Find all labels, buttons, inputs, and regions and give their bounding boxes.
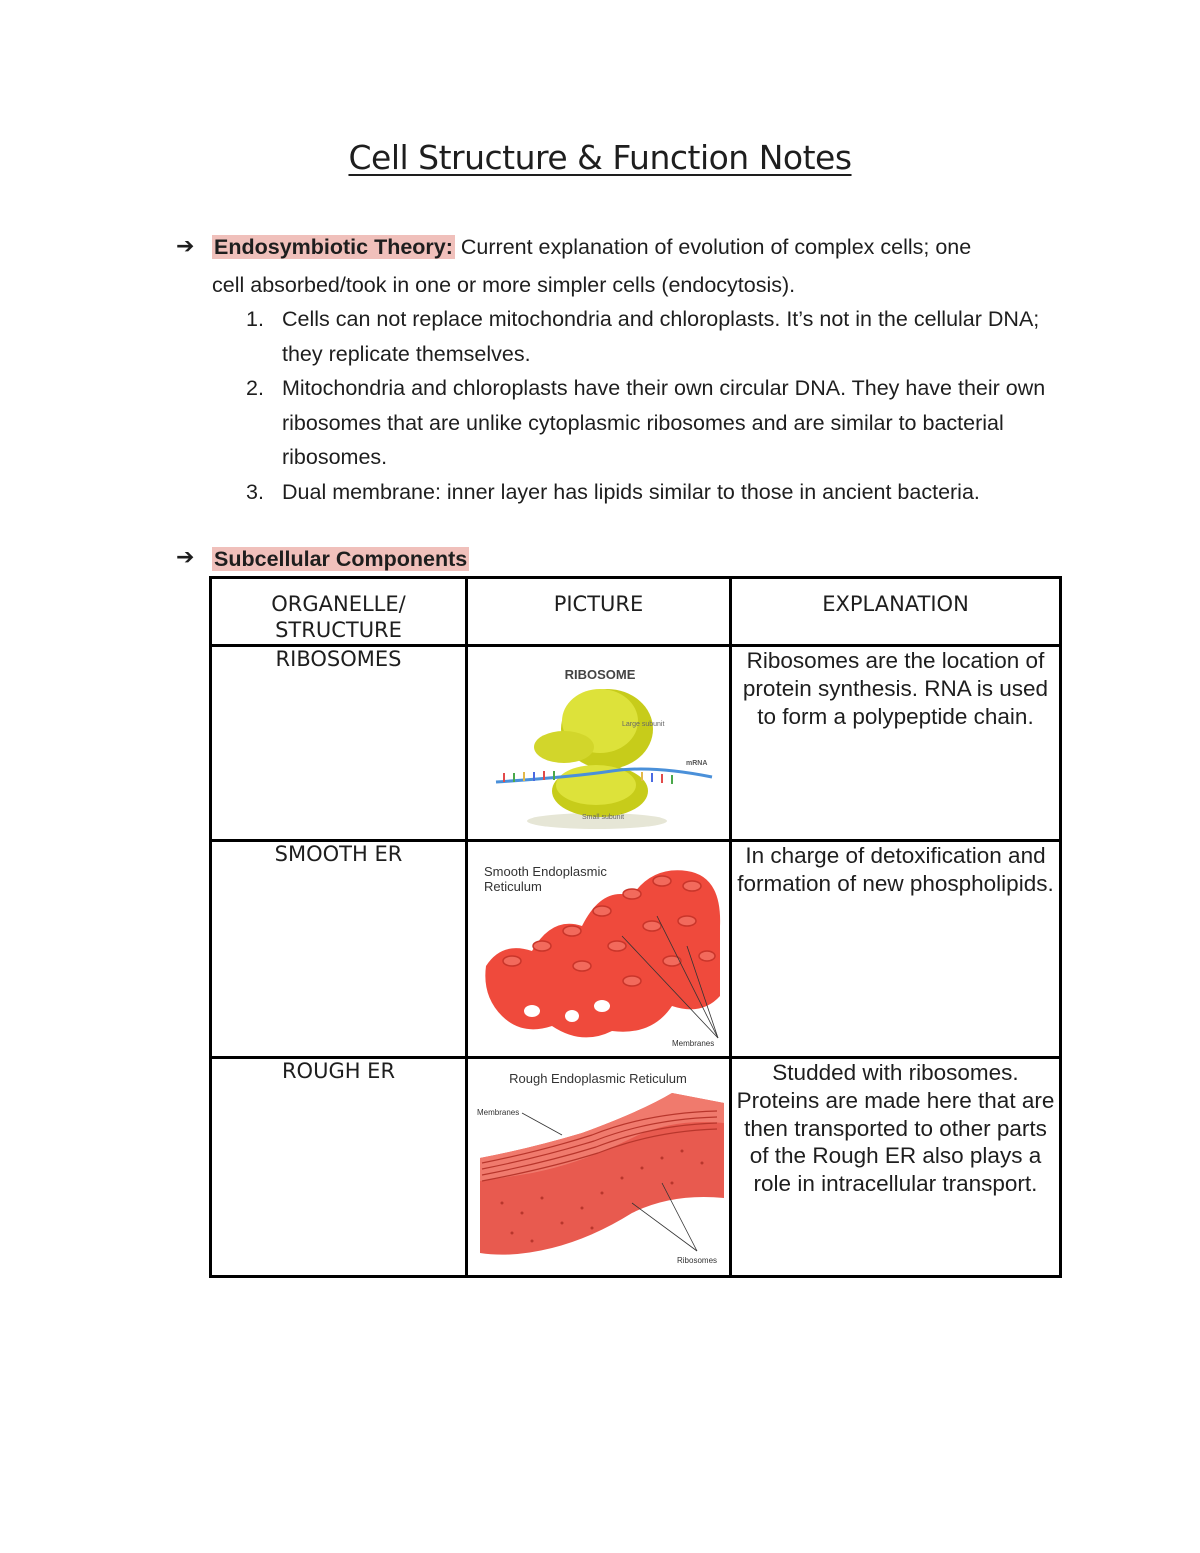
smooth-er-figure-title-1: Smooth Endoplasmic: [484, 864, 607, 879]
endosymbiotic-points: [240, 302, 1080, 509]
mrna-label: mRNA: [686, 760, 708, 767]
arrow-bullet-icon: ➔: [176, 545, 195, 570]
small-subunit-label: Small subunit: [582, 814, 625, 821]
membranes-label: Membranes: [672, 1039, 715, 1048]
table-row: [211, 646, 1061, 841]
ribosome-picture: [467, 646, 731, 841]
organelle-explanation: Ribosomes are the location of protein synthesis. RNA is used to form a polypeptide chain.: [731, 646, 1061, 841]
table-row: [211, 841, 1061, 1058]
endosymbiotic-text-line1: Current explanation of evolution of complex cells; one: [454, 235, 972, 259]
rough-er-illustration: [472, 1063, 724, 1270]
header-organelle: ORGANELLE/ STRUCTURE: [211, 578, 467, 646]
large-subunit-label: Large subunit: [622, 721, 665, 728]
list-item: 3. Dual membrane: inner layer has lipids similar to those in ancient bacteria.: [246, 479, 980, 504]
rough-er-figure-title: Rough Endoplasmic Reticulum: [509, 1071, 687, 1086]
smooth-er-illustration: [472, 846, 724, 1051]
table-header-row: [211, 578, 1061, 646]
header-explanation: EXPLANATION: [731, 578, 1061, 646]
table-row: [211, 1058, 1061, 1277]
rough-er-ribosomes-label: Ribosomes: [677, 1256, 718, 1265]
organelle-explanation: In charge of detoxification and formation of new phospholipids.: [731, 841, 1061, 1058]
endosymbiotic-term: Endosymbiotic Theory:: [214, 235, 453, 259]
arrow-bullet-icon: ➔: [176, 234, 195, 259]
organelle-name: SMOOTH ER: [211, 841, 467, 1058]
ribosome-illustration: [472, 651, 724, 835]
organelle-explanation: Studded with ribosomes. Proteins are made here that are then transported to other parts of the Rough ER also plays a role in intracellular transport.: [731, 1058, 1061, 1277]
list-item: 1. Cells can not replace mitochondria and chloroplasts. It’s not in the cellular DNA; they replicate themselves.: [246, 307, 1040, 366]
section-heading: Subcellular Components: [214, 547, 468, 571]
smooth-er-figure-title-2: Reticulum: [484, 879, 542, 894]
organelle-name: ROUGH ER: [211, 1058, 467, 1277]
rough-er-membranes-label: Membranes: [477, 1108, 520, 1117]
ribosome-figure-title: RIBOSOME: [564, 667, 636, 682]
endosymbiotic-paragraph: [212, 228, 1072, 304]
organelle-table: [209, 576, 1062, 1278]
rough-er-picture: [467, 1058, 731, 1277]
list-item: 2. Mitochondria and chloroplasts have their own circular DNA. They have their own ribosomes that are unlike cytoplasmic ribosomes and are similar to bacterial ribosomes.: [246, 376, 1046, 469]
smooth-er-picture: [467, 841, 731, 1058]
header-picture: PICTURE: [467, 578, 731, 646]
organelle-name: RIBOSOMES: [211, 646, 467, 841]
endosymbiotic-text-line2: cell absorbed/took in one or more simpler cells (endocytosis).: [212, 273, 796, 297]
page-title: Cell Structure & Function Notes: [348, 138, 852, 177]
